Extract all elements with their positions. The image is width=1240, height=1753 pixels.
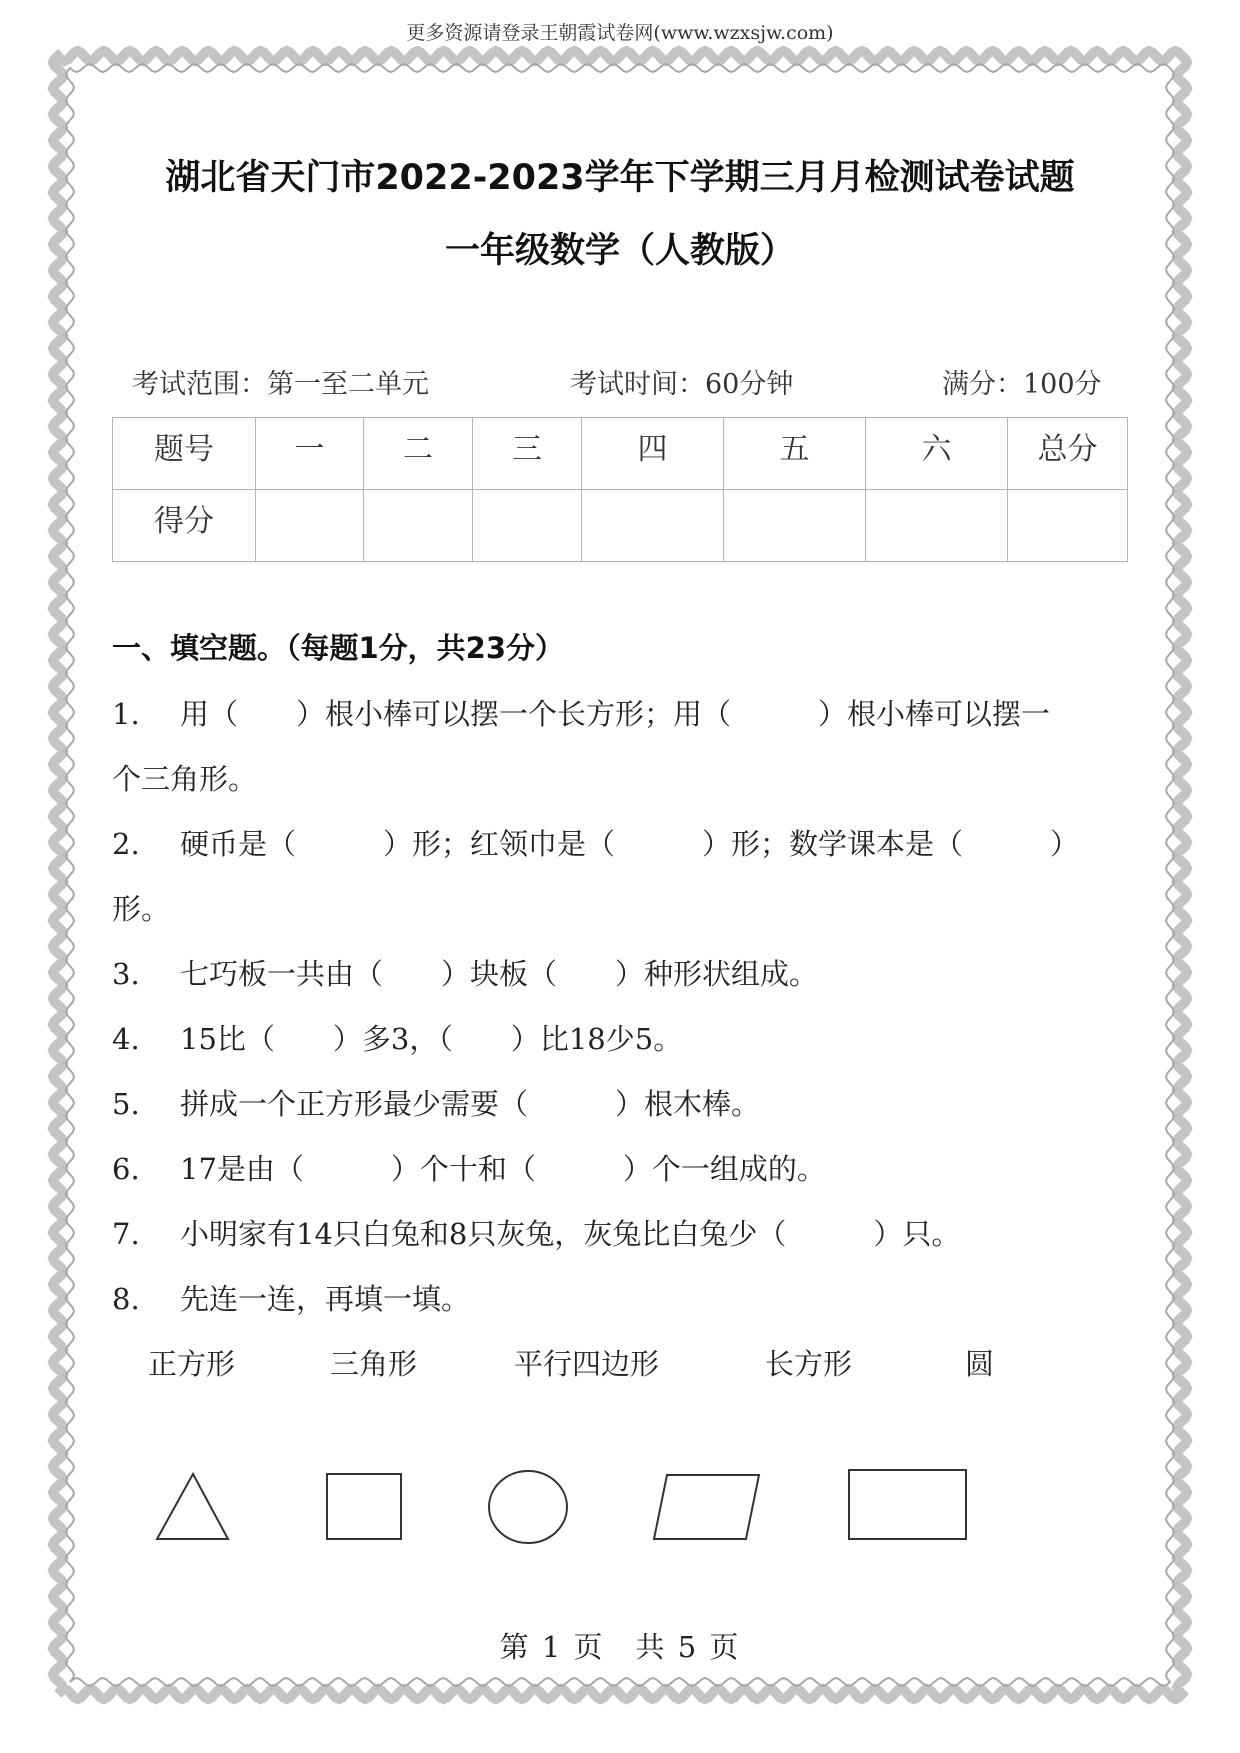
question-text: 七巧板一共由（ ）块板（ ）种形状组成。 bbox=[180, 957, 819, 991]
header-cell: 五 bbox=[724, 418, 866, 490]
header-cell: 一 bbox=[256, 418, 364, 490]
question-number: 1. bbox=[112, 697, 140, 731]
question-number: 3. bbox=[112, 957, 140, 991]
question-number: 7. bbox=[112, 1217, 140, 1251]
shape-label-square: 正方形 bbox=[148, 1347, 236, 1381]
shape-label-circle: 圆 bbox=[965, 1347, 995, 1381]
question-1-continued: 个三角形。 bbox=[112, 762, 258, 796]
question-text: 先连一连，再填一填。 bbox=[180, 1282, 471, 1316]
question-2-continued: 形。 bbox=[112, 892, 171, 926]
header-cell: 六 bbox=[866, 418, 1008, 490]
section-heading: 一、填空题。（每题1分，共23分） bbox=[112, 631, 565, 665]
header-cell: 题号 bbox=[113, 418, 256, 490]
question-number: 6. bbox=[112, 1152, 140, 1186]
question-number: 5. bbox=[112, 1087, 140, 1121]
circle-icon bbox=[489, 1471, 567, 1543]
parallelogram-icon bbox=[654, 1475, 759, 1539]
shape-label-triangle: 三角形 bbox=[330, 1347, 418, 1381]
exam-time: 考试时间：60分钟 bbox=[570, 369, 794, 400]
question-text: 用（ ）根小棒可以摆一个长方形；用（ ）根小棒可以摆一 bbox=[180, 697, 1051, 731]
shape-label-parallelogram: 平行四边形 bbox=[514, 1347, 660, 1381]
question-text: 15比（ ）多3，（ ）比18少5。 bbox=[180, 1022, 683, 1056]
header-watermark: 更多资源请登录王朝霞试卷网(www.wzxsjw.com) bbox=[406, 22, 834, 44]
question-number: 4. bbox=[112, 1022, 140, 1056]
exam-scope: 考试范围：第一至二单元 bbox=[132, 369, 429, 400]
question-text: 小明家有14只白兔和8只灰兔，灰兔比白兔少（ ）只。 bbox=[180, 1217, 961, 1251]
square-icon bbox=[327, 1474, 401, 1539]
question-text: 硬币是（ ）形；红领巾是（ ）形；数学课本是（ ） bbox=[180, 827, 1080, 861]
score-row-label: 得分 bbox=[113, 490, 256, 562]
question-text: 17是由（ ）个十和（ ）个一组成的。 bbox=[180, 1152, 826, 1186]
page-footer: 第 1 页 共 5 页 bbox=[499, 1630, 741, 1664]
question-number: 2. bbox=[112, 827, 140, 861]
question-number: 8. bbox=[112, 1282, 140, 1316]
exam-subtitle: 一年级数学（人教版） bbox=[444, 231, 795, 271]
header-cell: 总分 bbox=[1008, 418, 1128, 490]
header-cell: 四 bbox=[582, 418, 724, 490]
full-score: 满分：100分 bbox=[942, 369, 1102, 400]
exam-title: 湖北省天门市2022-2023学年下学期三月月检测试卷试题 bbox=[165, 158, 1075, 198]
shape-label-rectangle: 长方形 bbox=[765, 1347, 853, 1381]
header-cell: 三 bbox=[473, 418, 582, 490]
header-cell: 二 bbox=[364, 418, 473, 490]
question-text: 拼成一个正方形最少需要（ ）根木棒。 bbox=[180, 1087, 761, 1121]
triangle-icon bbox=[157, 1474, 228, 1539]
rectangle-icon bbox=[849, 1470, 966, 1539]
